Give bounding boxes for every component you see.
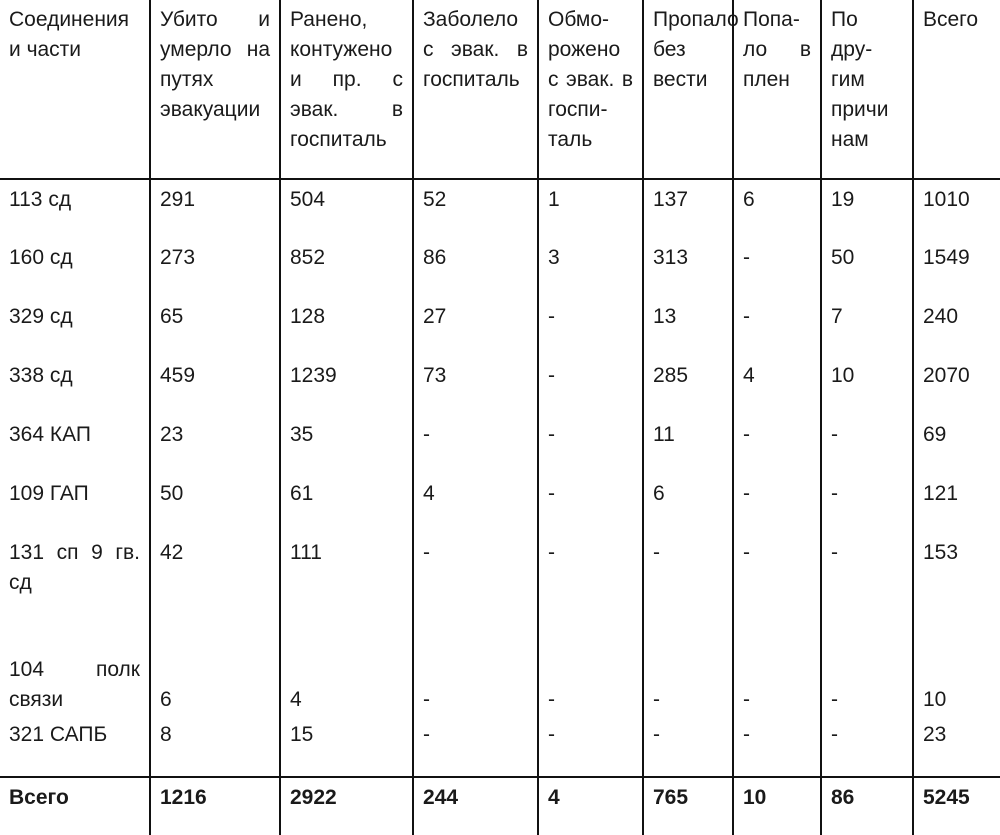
cell-frostbitten: 3 (538, 238, 643, 297)
row-label: 113 сд (0, 179, 150, 238)
total-missing: 765 (643, 777, 733, 835)
cell-killed: 23 (150, 415, 280, 474)
total-killed: 1216 (150, 777, 280, 835)
row-label: 338 сд (0, 356, 150, 415)
header-row (0, 0, 1000, 179)
cell-other: 19 (821, 179, 913, 238)
row-label: 329 сд (0, 297, 150, 356)
cell-missing: 285 (643, 356, 733, 415)
table-row (0, 533, 1000, 650)
total-other: 86 (821, 777, 913, 835)
row-label: 160 сд (0, 238, 150, 297)
cell-other: - (821, 415, 913, 474)
cell-wounded: 15 (280, 715, 413, 777)
total-sick: 244 (413, 777, 538, 835)
cell-missing: 313 (643, 238, 733, 297)
total-captured: 10 (733, 777, 821, 835)
cell-captured: - (733, 415, 821, 474)
cell-captured: - (733, 533, 821, 650)
cell-wounded: 4 (280, 650, 413, 715)
cell-total: 23 (913, 715, 1000, 777)
cell-captured: - (733, 650, 821, 715)
total-frostbitten: 4 (538, 777, 643, 835)
header-cell-wounded: Ранено, контужено и пр. с эвак. в госпиталь (280, 0, 413, 179)
header-cell-missing: Пропало без вести (643, 0, 733, 179)
cell-sick: 52 (413, 179, 538, 238)
cell-sick: - (413, 415, 538, 474)
cell-frostbitten: - (538, 533, 643, 650)
cell-missing: 137 (643, 179, 733, 238)
cell-frostbitten: - (538, 297, 643, 356)
cell-total: 69 (913, 415, 1000, 474)
table-row (0, 356, 1000, 415)
total-wounded: 2922 (280, 777, 413, 835)
header-cell-sick: Заболело с эвак. в госпиталь (413, 0, 538, 179)
cell-wounded: 61 (280, 474, 413, 533)
cell-wounded: 852 (280, 238, 413, 297)
table-row (0, 179, 1000, 238)
cell-other: 10 (821, 356, 913, 415)
cell-killed: 42 (150, 533, 280, 650)
cell-frostbitten: - (538, 356, 643, 415)
header-cell-captured: Попа-ло в плен (733, 0, 821, 179)
cell-sick: - (413, 650, 538, 715)
cell-frostbitten: - (538, 415, 643, 474)
cell-frostbitten: 1 (538, 179, 643, 238)
cell-sick: 4 (413, 474, 538, 533)
cell-wounded: 1239 (280, 356, 413, 415)
total-label: Всего (0, 777, 150, 835)
cell-captured: - (733, 474, 821, 533)
cell-sick: 73 (413, 356, 538, 415)
cell-other: 7 (821, 297, 913, 356)
row-label: 104 полк связи (0, 650, 150, 715)
cell-sick: 27 (413, 297, 538, 356)
header-cell-killed: Убито и умерло на путях эвакуации (150, 0, 280, 179)
cell-total: 2070 (913, 356, 1000, 415)
table-row (0, 715, 1000, 777)
cell-captured: 6 (733, 179, 821, 238)
header-cell-total: Всего (913, 0, 1000, 179)
cell-total: 153 (913, 533, 1000, 650)
header-cell-units: Соединения и части (0, 0, 150, 179)
cell-captured: - (733, 715, 821, 777)
cell-missing: 13 (643, 297, 733, 356)
cell-total: 240 (913, 297, 1000, 356)
cell-missing: - (643, 533, 733, 650)
cell-other: - (821, 650, 913, 715)
cell-other: 50 (821, 238, 913, 297)
cell-frostbitten: - (538, 474, 643, 533)
total-sum: 5245 (913, 777, 1000, 835)
cell-other: - (821, 533, 913, 650)
cell-wounded: 111 (280, 533, 413, 650)
table-row (0, 297, 1000, 356)
table-row (0, 238, 1000, 297)
cell-missing: 6 (643, 474, 733, 533)
cell-sick: 86 (413, 238, 538, 297)
header-cell-frostbitten: Обмо-рожено с эвак. в госпи-таль (538, 0, 643, 179)
header-cell-other: По дру-гим причи нам (821, 0, 913, 179)
table-row (0, 474, 1000, 533)
row-label: 321 САПБ (0, 715, 150, 777)
cell-total: 1549 (913, 238, 1000, 297)
cell-killed: 65 (150, 297, 280, 356)
cell-killed: 291 (150, 179, 280, 238)
cell-killed: 6 (150, 650, 280, 715)
total-row (0, 777, 1000, 835)
row-label: 109 ГАП (0, 474, 150, 533)
cell-wounded: 504 (280, 179, 413, 238)
table-row (0, 415, 1000, 474)
cell-frostbitten: - (538, 650, 643, 715)
cell-captured: - (733, 238, 821, 297)
cell-captured: 4 (733, 356, 821, 415)
cell-missing: 11 (643, 415, 733, 474)
table-row (0, 650, 1000, 715)
cell-killed: 273 (150, 238, 280, 297)
cell-sick: - (413, 533, 538, 650)
cell-total: 1010 (913, 179, 1000, 238)
cell-killed: 8 (150, 715, 280, 777)
cell-killed: 459 (150, 356, 280, 415)
cell-other: - (821, 715, 913, 777)
row-label: 131 сп 9 гв. сд (0, 533, 150, 650)
cell-wounded: 35 (280, 415, 413, 474)
cell-total: 121 (913, 474, 1000, 533)
cell-missing: - (643, 650, 733, 715)
cell-other: - (821, 474, 913, 533)
cell-killed: 50 (150, 474, 280, 533)
cell-sick: - (413, 715, 538, 777)
row-label: 364 КАП (0, 415, 150, 474)
cell-missing: - (643, 715, 733, 777)
cell-frostbitten: - (538, 715, 643, 777)
cell-total: 10 (913, 650, 1000, 715)
cell-captured: - (733, 297, 821, 356)
cell-wounded: 128 (280, 297, 413, 356)
